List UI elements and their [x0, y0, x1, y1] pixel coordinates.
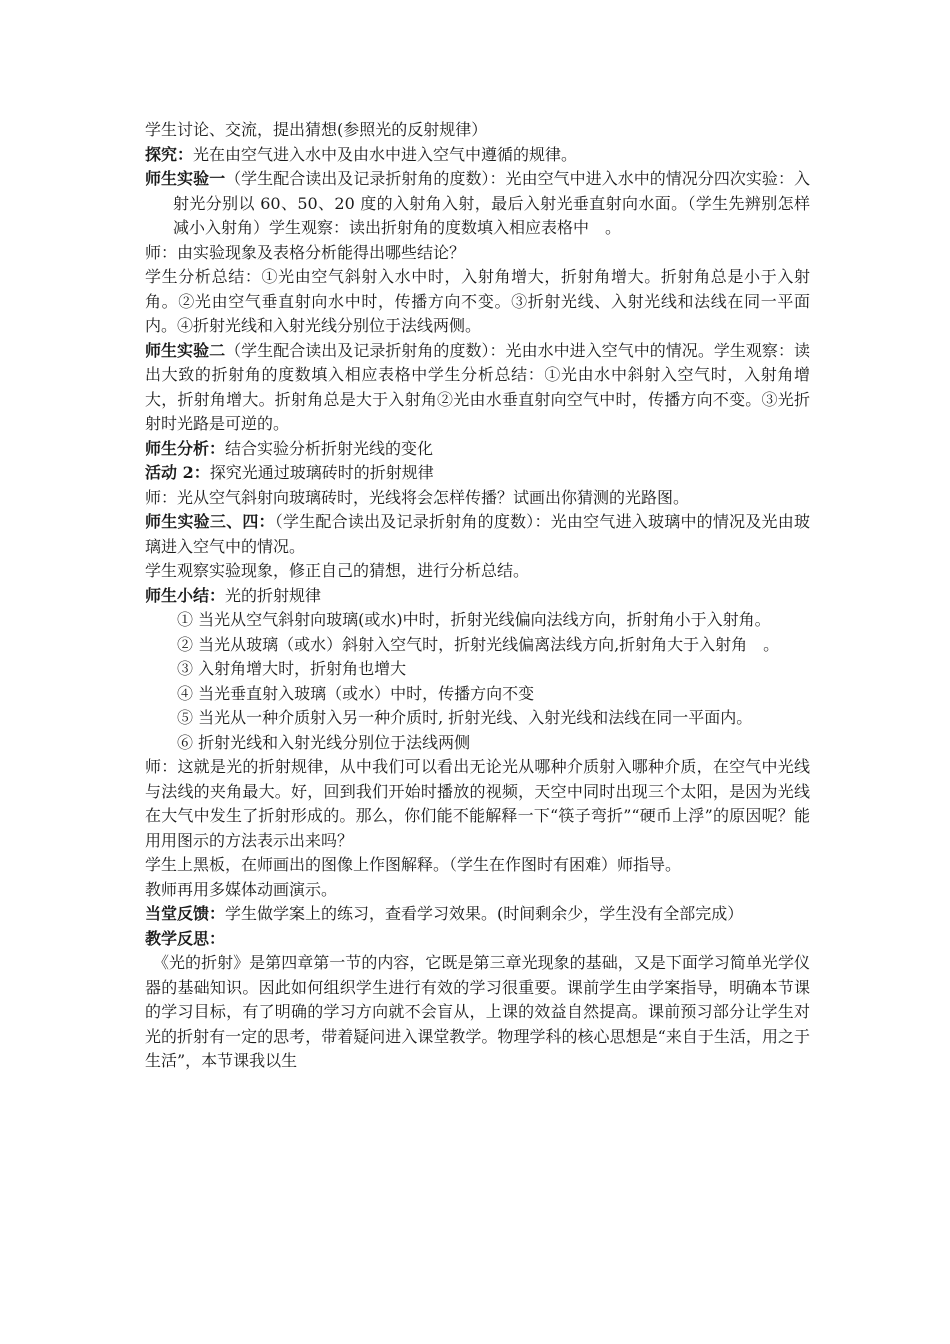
paragraph-text: ⑥ 折射光线和入射光线分别位于法线两侧	[177, 732, 471, 752]
paragraph-teacher-glass	[145, 486, 810, 511]
paragraph-text: 师：这就是光的折射规律，从中我们可以看出无论光从哪种介质射入哪种介质，在空气中光线与法线的夹角最大。好，回到我们开始时播放的视频，天空中同时出现三个太阳，是因为光线在大气中发生了折射形成的。那么，你们能不能解释一下“筷子弯折”“硬币上浮”的原因呢？能用用图示的方法表示出来吗？	[145, 757, 810, 850]
list-item-rule-6	[145, 731, 810, 756]
paragraph-teacher-conclusion	[145, 755, 810, 853]
document-page	[145, 118, 810, 1074]
list-item-rule-5	[145, 706, 810, 731]
paragraph-text: 光的折射规律	[225, 585, 322, 605]
paragraph-experiment-3-4	[145, 510, 810, 559]
paragraph-text: 学生做学案上的练习，查看学习效果。(时间剩余少，学生没有全部完成）	[225, 904, 744, 923]
paragraph-label: 师生实验二	[145, 340, 226, 360]
paragraph-label: 师生分析：	[145, 438, 226, 458]
paragraph-text: 师：由实验现象及表格分析能得出哪些结论？	[145, 242, 466, 262]
list-item-rule-1	[145, 608, 810, 633]
paragraph-summary-title	[145, 584, 810, 609]
paragraph-text: 学生分析总结：①光由空气斜射入水中时，入射角增大，折射角增大。折射角总是小于入射角。②光由空气垂直射向水中时，传播方向不变。③折射光线、入射光线和法线在同一平面内。④折射光线和入射光线分别位于法线两侧。	[145, 267, 810, 335]
paragraph-text: 师：光从空气斜射向玻璃砖时，光线将会怎样传播？试画出你猜测的光路图。	[145, 487, 690, 507]
paragraph-label: 师生小结：	[145, 585, 226, 605]
paragraph-text: 学生讨论、交流，提出猜想(参照光的反射规律）	[145, 120, 488, 139]
paragraph-text: 学生上黑板，在师画出的图像上作图解释。（学生在作图时有困难）师指导。	[145, 855, 682, 874]
paragraph-text: ② 当光从玻璃（或水）斜射入空气时，折射光线偏离法线方向,折射角大于入射角 。	[177, 634, 780, 654]
paragraph-text: 教师再用多媒体动画演示。	[145, 879, 338, 899]
paragraph-student-summary-1	[145, 265, 810, 339]
paragraph-explore	[145, 143, 810, 168]
paragraph-text: （学生配合读出及记录折射角的度数）：光由空气中进入水中的情况分四次实验：入射光分别以 60、50、20 度的入射角入射，最后入射光垂直射向水面。（学生先辨别怎样减小入射角）学生观察：读出折射角的度数填入相应表格中 。	[173, 169, 810, 237]
list-item-rule-2	[145, 633, 810, 658]
paragraph-text: ⑤ 当光从一种介质射入另一种介质时, 折射光线、入射光线和法线在同一平面内。	[177, 708, 753, 727]
paragraph-feedback	[145, 902, 810, 927]
paragraph-text: 结合实验分析折射光线的变化	[225, 438, 434, 458]
paragraph-multimedia	[145, 878, 810, 903]
list-item-rule-3	[145, 657, 810, 682]
paragraph-label: 当堂反馈：	[145, 904, 226, 923]
paragraph-reflection-title	[145, 927, 810, 952]
paragraph-teacher-question	[145, 241, 810, 266]
paragraph-activity-2	[145, 461, 810, 486]
paragraph-text: ④ 当光垂直射入玻璃（或水）中时，传播方向不变	[177, 683, 535, 703]
paragraph-text: ③ 入射角增大时，折射角也增大	[177, 659, 407, 678]
paragraph-student-board	[145, 853, 810, 878]
paragraph-label: 教学反思：	[145, 928, 226, 948]
paragraph-label: 师生实验一	[145, 169, 226, 188]
paragraph-text: 学生观察实验现象，修正自己的猜想，进行分析总结。	[145, 561, 530, 580]
paragraph-discussion	[145, 118, 810, 143]
paragraph-text: 探究光通过玻璃砖时的折射规律	[209, 463, 434, 482]
paragraph-reflection-body	[145, 951, 810, 1074]
paragraph-experiment-1	[145, 167, 810, 241]
paragraph-analysis	[145, 437, 810, 462]
paragraph-text: 《光的折射》是第四章第一节的内容，它既是第三章光现象的基础，又是下面学习简单光学仪器的基础知识。因此如何组织学生进行有效的学习很重要。课前学生由学案指导，明确本节课的学习目标，有了明确的学习方向就不会盲从，上课的效益自然提高。课前预习部分让学生对光的折射有一定的思考，带着疑问进入课堂教学。物理学科的核心思想是“来自于生活，用之于生活”，本节课我以生	[145, 953, 810, 1070]
list-item-rule-4	[145, 682, 810, 707]
paragraph-text: （学生配合读出及记录折射角的度数）：光由空气进入玻璃中的情况及光由玻璃进入空气中的情况。	[145, 512, 810, 556]
paragraph-text: 光在由空气进入水中及由水中进入空气中遵循的规律。	[193, 144, 578, 164]
paragraph-experiment-2	[145, 339, 810, 437]
paragraph-student-observe	[145, 559, 810, 584]
paragraph-label: 活动 2：	[145, 463, 210, 482]
paragraph-text: ① 当光从空气斜射向玻璃(或水)中时，折射光线偏向法线方向，折射角小于入射角。	[177, 610, 771, 629]
paragraph-text: （学生配合读出及记录折射角的度数）：光由水中进入空气中的情况。学生观察：读出大致的折射角的度数填入相应表格中学生分析总结：①光由水中斜射入空气时，入射角增大，折射角增大。折射角总是大于入射角②光由水垂直射向空气中时，传播方向不变。③光折射时光路是可逆的。	[145, 340, 810, 433]
paragraph-label: 师生实验三、四：	[145, 512, 275, 531]
paragraph-label: 探究：	[145, 144, 194, 164]
